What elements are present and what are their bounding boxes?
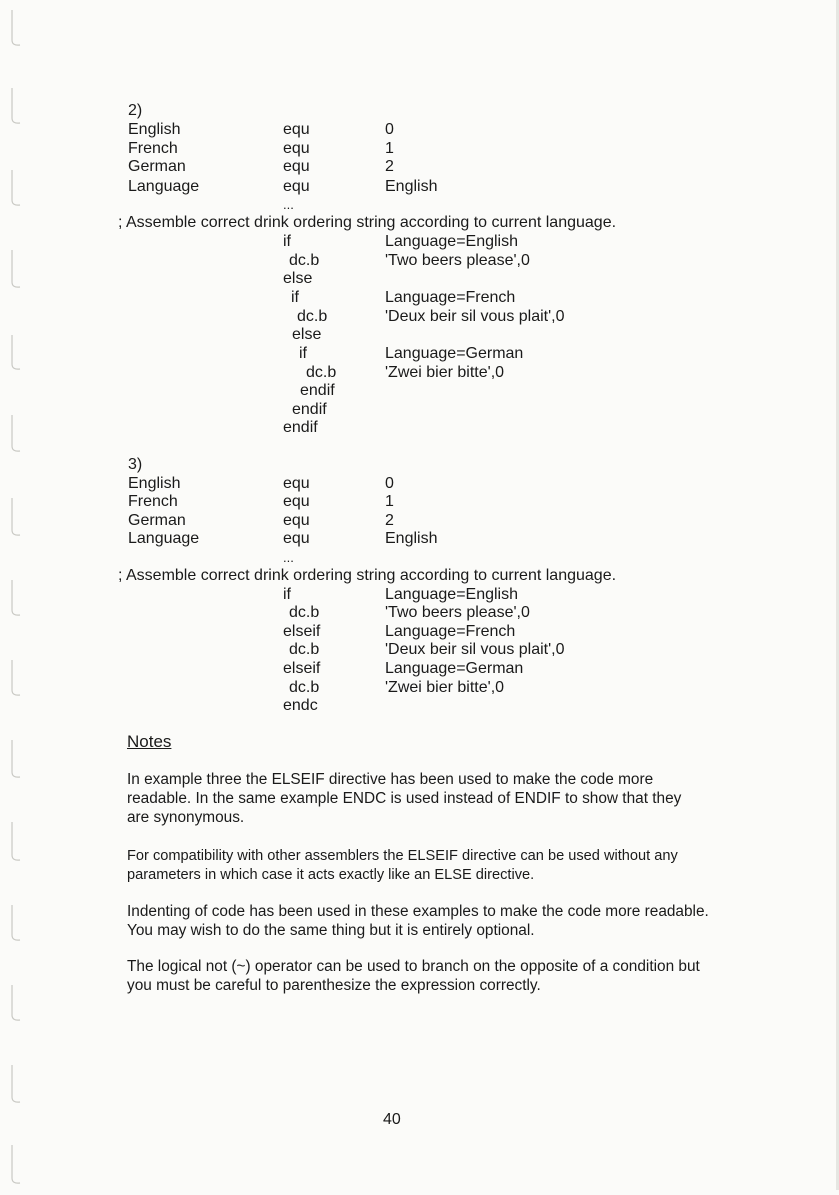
page-number: 40 bbox=[383, 1111, 401, 1128]
code-comment: ; Assemble correct drink ordering string according to current language. bbox=[118, 567, 617, 584]
equate-value: 2 bbox=[385, 512, 394, 529]
code-keyword: else bbox=[283, 270, 313, 287]
equate-name: English bbox=[128, 475, 181, 492]
code-keyword: endif bbox=[300, 382, 335, 399]
equate-name: French bbox=[128, 493, 178, 510]
equate-name: English bbox=[128, 121, 181, 138]
code-keyword: elseif bbox=[283, 623, 321, 640]
code-argument: Language=English bbox=[385, 586, 519, 603]
code-argument: 'Zwei bier bitte',0 bbox=[385, 679, 505, 696]
example-3-label: 3) bbox=[128, 456, 143, 473]
code-keyword: if bbox=[291, 289, 299, 306]
code-argument: Language=French bbox=[385, 623, 516, 640]
notes-heading: Notes bbox=[127, 732, 172, 751]
code-keyword: elseif bbox=[283, 660, 321, 677]
equate-op: equ bbox=[283, 512, 310, 529]
equate-op: equ bbox=[283, 140, 310, 157]
code-argument: Language=German bbox=[385, 345, 524, 362]
equate-op: equ bbox=[283, 475, 310, 492]
code-keyword: dc.b bbox=[289, 679, 320, 696]
code-comment: ; Assemble correct drink ordering string according to current language. bbox=[118, 214, 617, 231]
ellipsis: ... bbox=[283, 550, 294, 565]
ellipsis: ... bbox=[283, 197, 294, 212]
code-keyword: dc.b bbox=[289, 604, 320, 621]
code-keyword: dc.b bbox=[289, 641, 320, 658]
notes-paragraph: The logical not (~) operator can be used to branch on the opposite of a condition but you must be careful to parenthesize the expression correctly. bbox=[127, 958, 700, 994]
code-keyword: endif bbox=[283, 419, 318, 436]
equate-value: English bbox=[385, 178, 438, 195]
equate-name: German bbox=[128, 158, 186, 175]
notes-paragraph: In example three the ELSEIF directive has been used to make the code more readable. In the same example ENDC is used instead of ENDIF to show that they are synonymous. bbox=[127, 771, 682, 826]
equate-name: Language bbox=[128, 530, 200, 547]
equate-value: 0 bbox=[385, 121, 394, 138]
code-keyword: endif bbox=[292, 401, 327, 418]
code-argument: 'Two beers please',0 bbox=[385, 252, 530, 269]
ring-binding-marks bbox=[0, 0, 40, 1190]
code-keyword: if bbox=[283, 586, 291, 603]
code-argument: 'Deux beir sil vous plait',0 bbox=[385, 308, 565, 325]
code-argument: Language=English bbox=[385, 233, 519, 250]
equate-value: 2 bbox=[385, 158, 394, 175]
code-argument: 'Zwei bier bitte',0 bbox=[385, 364, 505, 381]
equate-value: English bbox=[385, 530, 438, 547]
code-keyword: else bbox=[292, 326, 322, 343]
code-keyword: endc bbox=[283, 697, 318, 714]
code-argument: Language=French bbox=[385, 289, 516, 306]
equate-op: equ bbox=[283, 493, 310, 510]
equate-name: French bbox=[128, 140, 178, 157]
equate-op: equ bbox=[283, 121, 310, 138]
example-2-label: 2) bbox=[128, 102, 143, 119]
equate-op: equ bbox=[283, 158, 310, 175]
equate-name: German bbox=[128, 512, 186, 529]
code-keyword: dc.b bbox=[306, 364, 337, 381]
code-argument: 'Two beers please',0 bbox=[385, 604, 530, 621]
code-keyword: dc.b bbox=[289, 252, 320, 269]
code-keyword: if bbox=[299, 345, 307, 362]
equate-value: 1 bbox=[385, 493, 394, 510]
code-argument: 'Deux beir sil vous plait',0 bbox=[385, 641, 565, 658]
equate-op: equ bbox=[283, 530, 310, 547]
equate-value: 0 bbox=[385, 475, 394, 492]
equate-op: equ bbox=[283, 178, 310, 195]
notes-paragraph: For compatibility with other assemblers the ELSEIF directive can be used without any parameters in which case it acts exactly like an ELSE directive. bbox=[127, 848, 678, 883]
notes-paragraph: Indenting of code has been used in these examples to make the code more readable. You may wish to do the same thing but it is entirely optional. bbox=[127, 903, 709, 939]
code-keyword: dc.b bbox=[297, 308, 328, 325]
equate-value: 1 bbox=[385, 140, 394, 157]
equate-name: Language bbox=[128, 178, 200, 195]
code-argument: Language=German bbox=[385, 660, 524, 677]
code-keyword: if bbox=[283, 233, 291, 250]
